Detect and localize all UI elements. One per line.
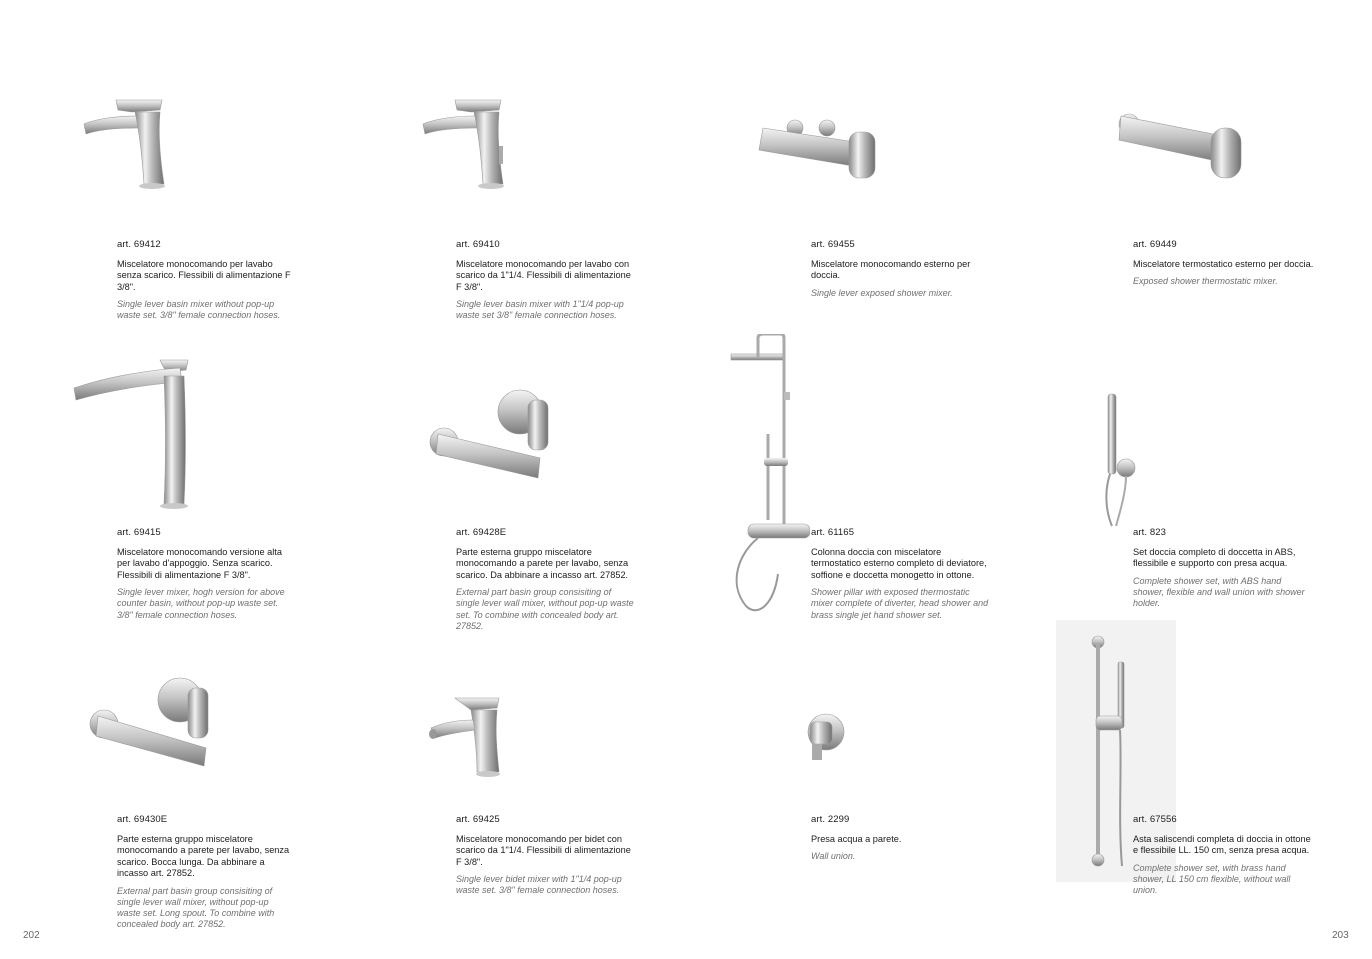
product-69415 bbox=[117, 527, 292, 621]
thermostatic-shower-mixer-icon bbox=[1115, 106, 1247, 182]
product-2299 bbox=[811, 814, 981, 863]
english-description: Single lever mixer, hogh version for above counter basin, without pop-up waste set. 3/8" female connection hoses. bbox=[117, 587, 285, 620]
italian-description: Parte esterna gruppo miscelatore monocomando a parete per lavabo, senza scarico. Da abbinare a incasso art. 27852. bbox=[456, 547, 629, 580]
product-69410 bbox=[456, 239, 636, 322]
italian-description: Miscelatore monocomando esterno per doccia. bbox=[811, 259, 971, 281]
article-number: art. 2299 bbox=[811, 814, 850, 825]
product-69455 bbox=[811, 239, 981, 299]
article-number: art. 61165 bbox=[811, 527, 855, 538]
italian-description: Miscelatore monocomando per lavabo con scarico da 1"1/4. Flessibili di alimentazione F 3/8". bbox=[456, 259, 631, 292]
article-number: art. 823 bbox=[1133, 527, 1167, 538]
article-number: art. 69415 bbox=[117, 527, 161, 538]
italian-description: Miscelatore termostatico esterno per doccia. bbox=[1133, 259, 1314, 269]
article-number: art. 69430E bbox=[117, 814, 168, 825]
page-number-right: 203 bbox=[1332, 930, 1349, 941]
hand-shower-set-icon bbox=[1100, 392, 1140, 528]
article-number: art. 69410 bbox=[456, 239, 500, 250]
product-69449 bbox=[1133, 239, 1319, 288]
shower-pillar-icon bbox=[728, 334, 810, 616]
english-description: Shower pillar with exposed thermostatic mixer complete of diverter, head shower and brass single jet hand shower set. bbox=[811, 587, 989, 620]
article-number: art. 69425 bbox=[456, 814, 500, 825]
product-69428e bbox=[456, 527, 636, 632]
product-69430e bbox=[117, 814, 292, 930]
wall-basin-mixer-long-icon bbox=[88, 676, 213, 771]
english-description: External part basin group consisiting of single lever wall mixer, without pop-up waste set. Long spout. To combine with concealed body art. 27852. bbox=[117, 885, 275, 930]
product-823 bbox=[1133, 527, 1311, 609]
product-69425 bbox=[456, 814, 636, 897]
wall-union-icon bbox=[800, 710, 848, 766]
page-number-left: 202 bbox=[23, 930, 40, 941]
article-number: art. 69412 bbox=[117, 239, 161, 250]
article-number: art. 69428E bbox=[456, 527, 507, 538]
article-number: art. 67556 bbox=[1133, 814, 1177, 825]
basin-mixer-popup-icon bbox=[419, 96, 514, 194]
article-number: art. 69455 bbox=[811, 239, 855, 250]
tall-basin-mixer-icon bbox=[70, 354, 195, 514]
english-description: Single lever bidet mixer with 1"1/4 pop-up waste set. 3/8" female connection hoses. bbox=[456, 874, 622, 896]
italian-description: Asta saliscendi completa di doccia in ottone e flessibile LL. 150 cm, senza presa acqua. bbox=[1133, 834, 1311, 856]
english-description: Single lever basin mixer with 1"1/4 pop-up waste set 3/8" female connection hoses. bbox=[456, 299, 624, 321]
english-description: External part basin group consisiting of single lever wall mixer, without pop-up waste set. To combine with concealed body art. 27852. bbox=[456, 587, 634, 631]
english-description: Single lever exposed shower mixer. bbox=[811, 287, 953, 298]
italian-description: Miscelatore monocomando per lavabo senza scarico. Flessibili di alimentazione F 3/8". bbox=[117, 259, 291, 292]
italian-description: Presa acqua a parete. bbox=[811, 834, 902, 844]
italian-description: Set doccia completo di doccetta in ABS, flessibile e supporto con presa acqua. bbox=[1133, 547, 1296, 569]
english-description: Single lever basin mixer without pop-up waste set. 3/8" female connection hoses. bbox=[117, 299, 281, 321]
english-description: Complete shower set, with brass hand shower, LL 150 cm flexible, without wall union. bbox=[1133, 862, 1291, 896]
italian-description: Colonna doccia con miscelatore termostatico esterno completo di deviatore, soffione e doccetta monogetto in ottone. bbox=[811, 547, 987, 580]
english-description: Complete shower set, with ABS hand shower, flexible and wall union with shower holder. bbox=[1133, 575, 1305, 609]
product-61165 bbox=[811, 527, 989, 621]
basin-mixer-icon bbox=[80, 96, 175, 194]
exposed-shower-mixer-icon bbox=[755, 118, 880, 182]
product-67556 bbox=[1133, 814, 1315, 896]
italian-description: Parte esterna gruppo miscelatore monocomando a parete per lavabo, senza scarico. Bocca lunga. Da abbinare a incasso art. 27852. bbox=[117, 834, 290, 879]
english-description: Wall union. bbox=[811, 851, 856, 862]
italian-description: Miscelatore monocomando per bidet con scarico da 1"1/4. Flessibili di alimentazione F 3/8". bbox=[456, 834, 631, 867]
italian-description: Miscelatore monocomando versione alta per lavabo d'appoggio. Senza scarico. Flessibili di alimentazione F 3/8". bbox=[117, 547, 282, 580]
product-69412 bbox=[117, 239, 292, 322]
english-description: Exposed shower thermostatic mixer. bbox=[1133, 276, 1278, 287]
wall-basin-mixer-icon bbox=[428, 388, 553, 483]
article-number: art. 69449 bbox=[1133, 239, 1177, 250]
bidet-mixer-icon bbox=[427, 694, 507, 780]
